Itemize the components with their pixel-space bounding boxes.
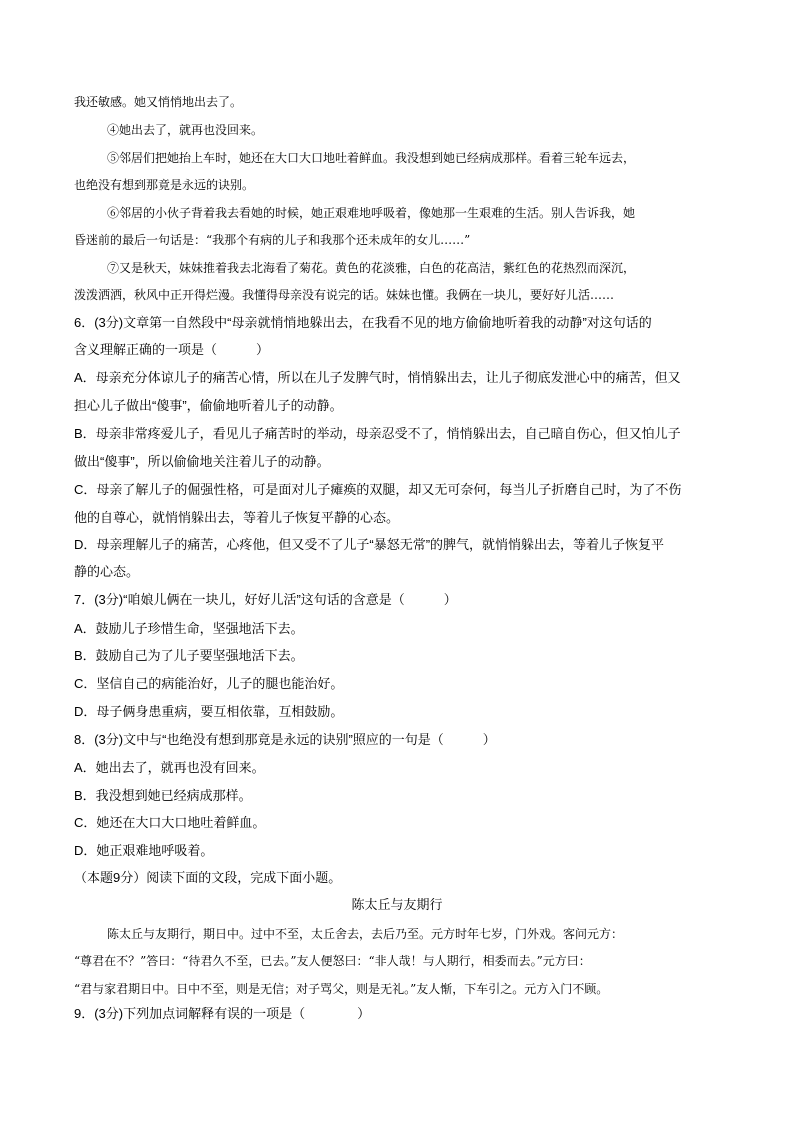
- question-6-option-b: B．母亲非常疼爱儿子，看见儿子痛苦时的举动，母亲忍受不了，悄悄躲出去，自己暗自伤心，但又怕儿子: [74, 426, 681, 441]
- question-6-stem: 6．(3分)文章第一自然段中“母亲就悄悄地躲出去，在我看不见的地方偷偷地听着我的动静”对这句话的: [74, 315, 652, 330]
- passage-line: 泼泼洒洒，秋风中正开得烂漫。我懂得母亲没有说完的话。妹妹也懂。我俩在一块儿，要好好儿活……: [74, 288, 615, 302]
- question-6-option-b: 做出“傻事”，所以偷偷地关注着儿子的动静。: [74, 454, 330, 469]
- question-8-option-c: C．她还在大口大口地吐着鲜血。: [74, 815, 266, 830]
- question-7-option-b: B．鼓励自己为了儿子要坚强地活下去。: [74, 648, 304, 663]
- passage-paragraph-4: ④她出去了，就再也没回来。: [107, 123, 264, 137]
- question-6-option-a: 担心儿子做出“傻事”，偷偷地听着儿子的动静。: [74, 398, 343, 413]
- classical-text-line: “尊君在不？”答曰：“待君久不至，已去。”友人便怒曰：“非人哉！与人期行，相委而去。”元方曰：: [74, 954, 591, 968]
- passage-line: 昏迷前的最后一句话是：“我那个有病的儿子和我那个还未成年的女儿……”: [74, 233, 471, 247]
- question-6-option-a: A．母亲充分体谅儿子的痛苦心情，所以在儿子发脾气时，悄悄躲出去，让儿子彻底发泄心中的痛苦，但又: [74, 370, 681, 385]
- question-6-option-d: D．母亲理解儿子的痛苦，心疼他，但又受不了儿子“暴怒无常”的脾气，就悄悄躲出去，等着儿子恢复平: [74, 537, 665, 552]
- question-7-stem: 7．(3分)“咱娘儿俩在一块儿，好好儿活”这句话的含意是（ ）: [74, 592, 457, 607]
- question-6-option-d: 静的心态。: [74, 564, 140, 579]
- question-6-option-c: C．母亲了解儿子的倔强性格，可是面对儿子瘫痪的双腿，却又无可奈何，每当儿子折磨自己时，为了不伤: [74, 482, 682, 497]
- passage-title: 陈太丘与友期行: [351, 897, 443, 912]
- question-8-option-a: A．她出去了，就再也没有回来。: [74, 760, 265, 775]
- question-8-option-b: B．我没想到她已经病成那样。: [74, 788, 252, 803]
- question-8-option-d: D．她正艰难地呼吸着。: [74, 843, 214, 858]
- question-6-stem: 含义理解正确的一项是（ ）: [74, 342, 270, 357]
- classical-text-line: 陈太丘与友期行，期日中。过中不至，太丘舍去，去后乃至。元方时年七岁，门外戏。客问元方：: [107, 927, 624, 941]
- question-7-option-c: C．坚信自己的病能治好，儿子的腿也能治好。: [74, 676, 344, 691]
- question-6-option-c: 他的自尊心，就悄悄躲出去，等着儿子恢复平静的心态。: [74, 510, 400, 525]
- question-7-option-d: D．母子俩身患重病，要互相依靠，互相鼓励。: [74, 704, 344, 719]
- passage-paragraph-7: ⑦又是秋天，妹妹推着我去北海看了菊花。黄色的花淡雅，白色的花高洁，紫红色的花热烈而深沉，: [107, 261, 636, 275]
- passage-line: 我还敏感。她又悄悄地出去了。: [74, 95, 243, 109]
- passage-line: 也绝没有想到那竟是永远的诀别。: [74, 178, 255, 192]
- passage-paragraph-5: ⑤邻居们把她抬上车时，她还在大口大口地吐着鲜血。我没想到她已经病成那样。看着三轮车远去，: [107, 151, 636, 165]
- question-8-stem: 8．(3分)文中与“也绝没有想到那竟是永远的诀别”照应的一句是（ ）: [74, 732, 496, 747]
- passage-paragraph-6: ⑥邻居的小伙子背着我去看她的时候，她正艰难地呼吸着，像她那一生艰难的生活。别人告诉我，她: [107, 206, 636, 220]
- question-9-stem: 9．(3分)下列加点词解释有误的一项是（ ）: [74, 1006, 371, 1021]
- classical-text-line: “君与家君期日中。日中不至，则是无信；对子骂父，则是无礼。”友人惭，下车引之。元方入门不顾。: [74, 982, 609, 996]
- question-7-option-a: A．鼓励儿子珍惜生命，坚强地活下去。: [74, 621, 304, 636]
- section-intro: （本题9分）阅读下面的文段，完成下面小题。: [74, 870, 342, 885]
